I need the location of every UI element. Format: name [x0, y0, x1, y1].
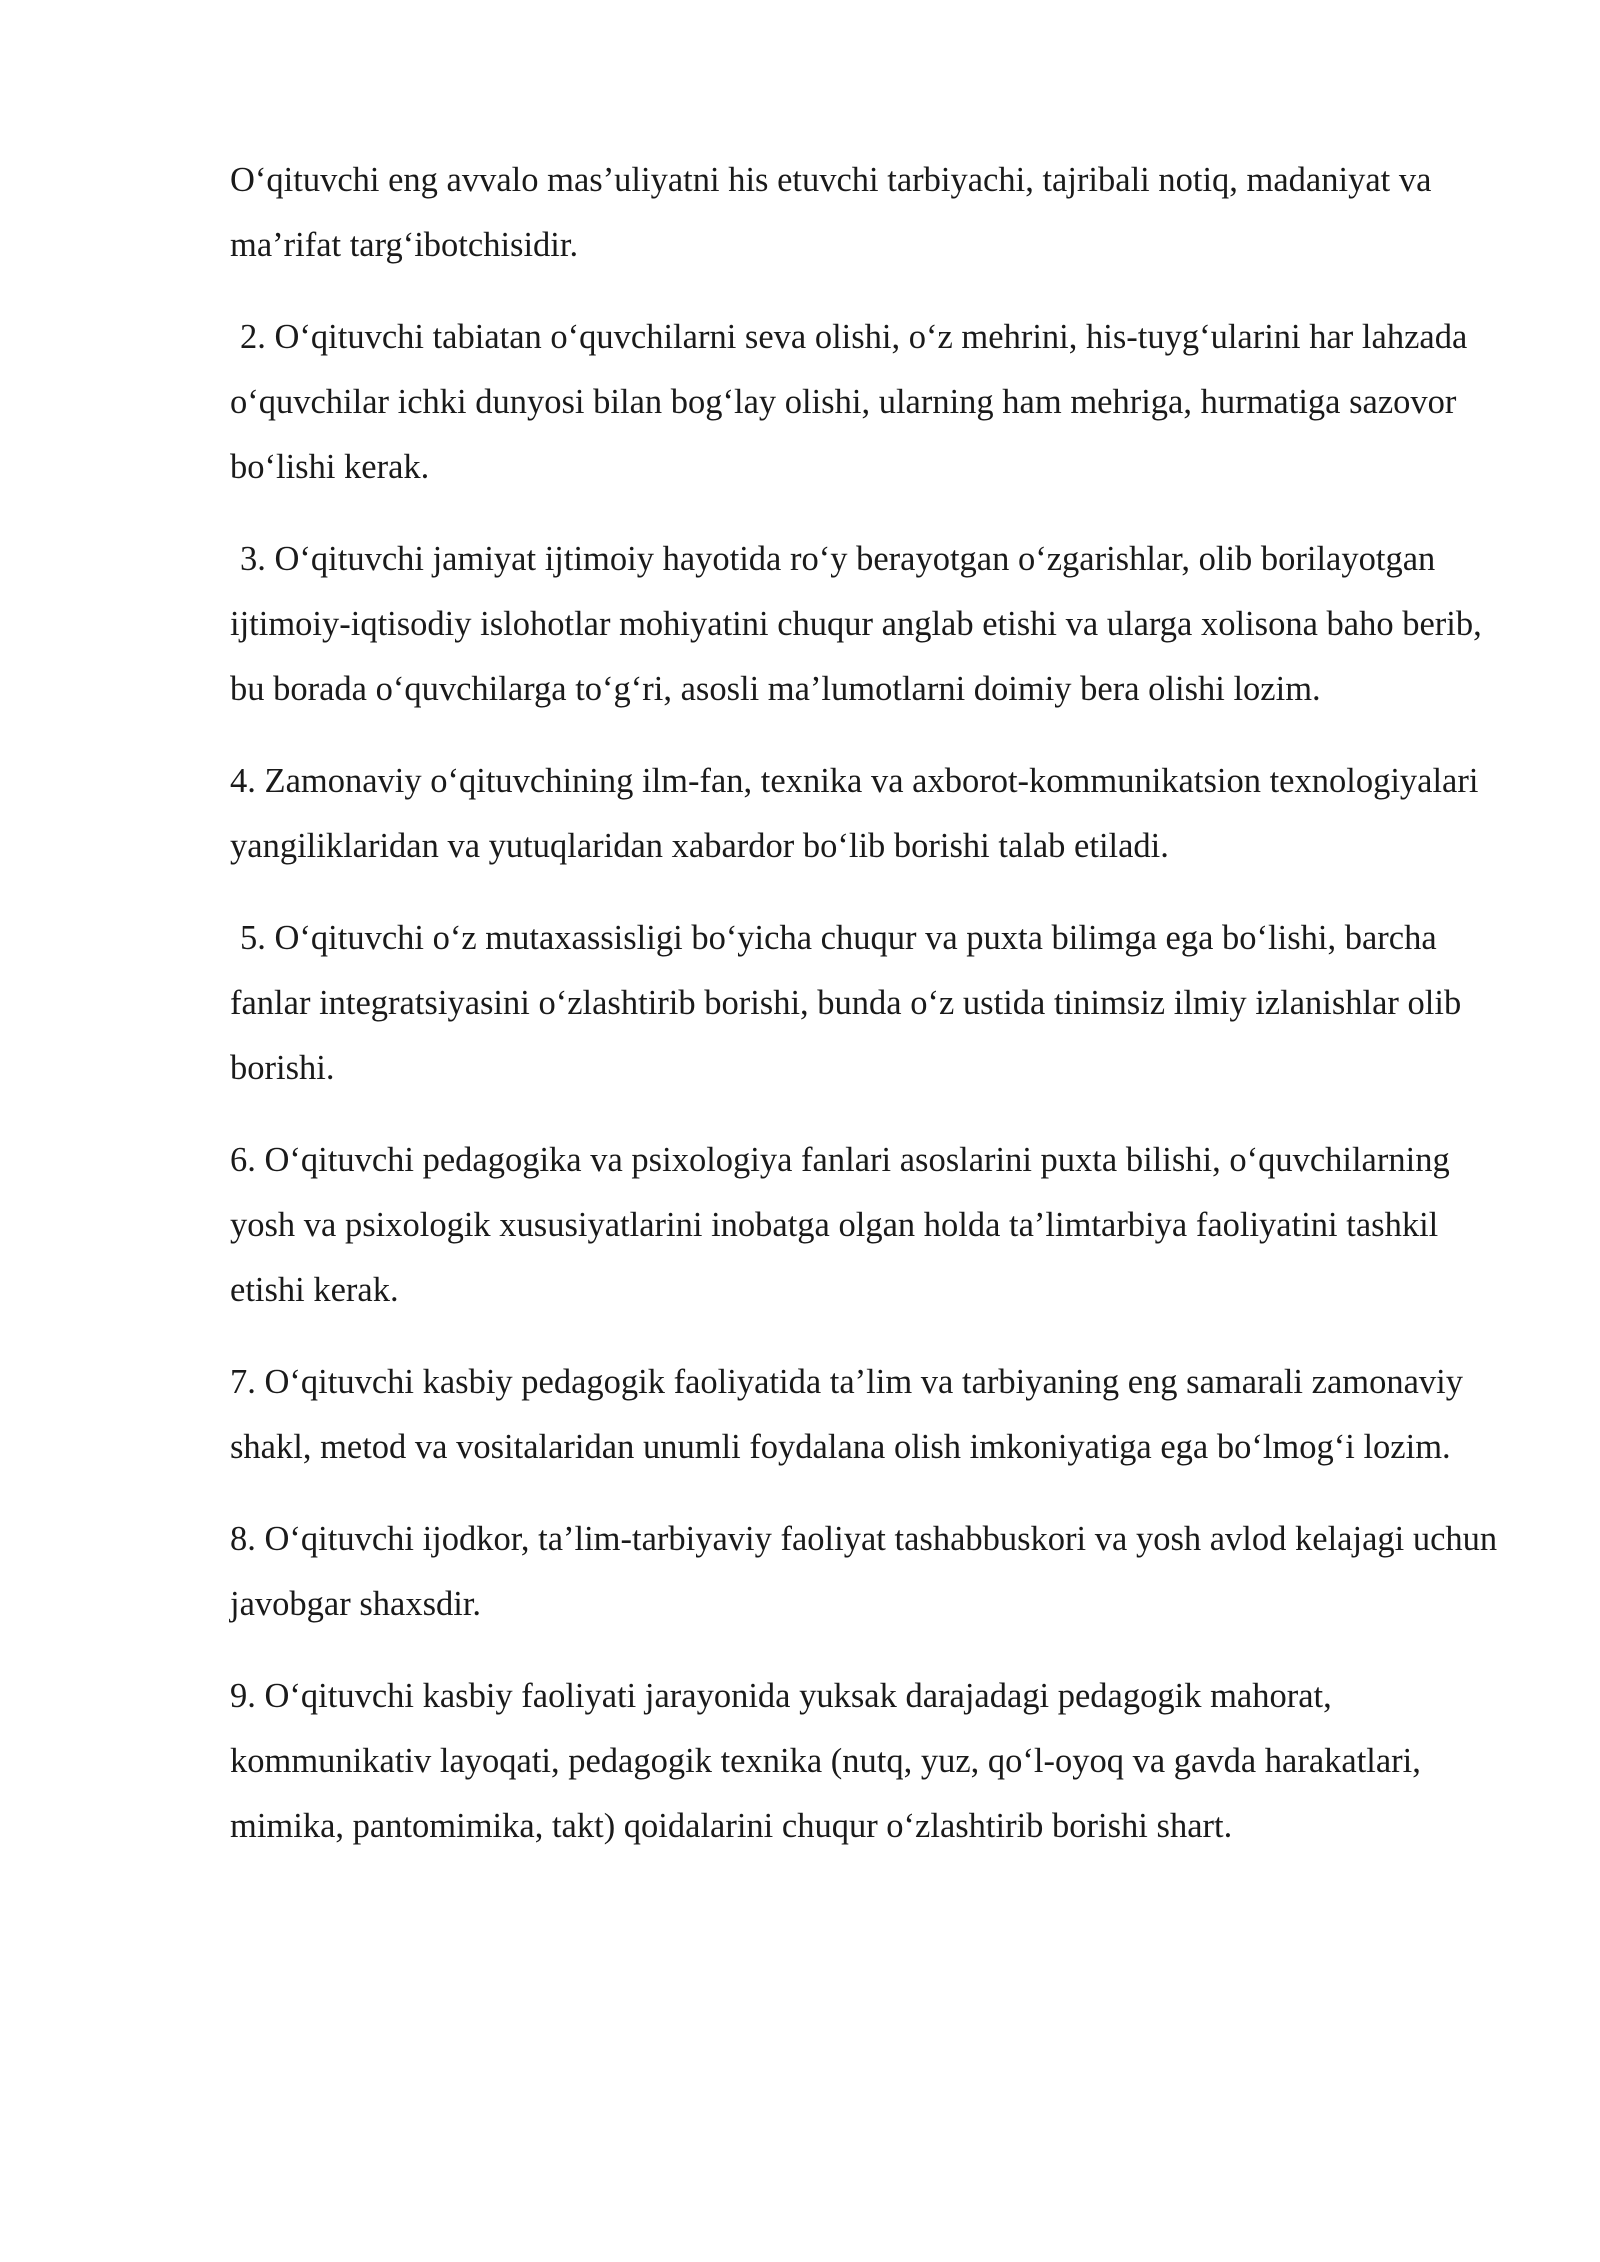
- paragraph-item-4: 4. Zamonaviy o‘qituvchining ilm-fan, texnika va axborot-kommunikatsion texnologiyalari yangiliklaridan va yutuqlaridan xabardor bo‘lib borishi talab etiladi.: [230, 762, 1479, 865]
- paragraph-item-8: 8. O‘qituvchi ijodkor, ta’lim-tarbiyaviy faoliyat tashabbuskori va yosh avlod kelajagi uchun javobgar shaxsdir.: [230, 1520, 1498, 1623]
- paragraph-item-5: 5. O‘qituvchi o‘z mutaxassisligi bo‘yicha chuqur va puxta bilimga ega bo‘lishi, barcha fanlar integratsiyasini o‘zlashtirib borishi, bunda o‘z ustida tinimsiz ilmiy izlanishlar olib borishi.: [230, 919, 1462, 1087]
- paragraph-item-6: 6. O‘qituvchi pedagogika va psixologiya fanlari asoslarini puxta bilishi, o‘quvchilarning yosh va psixologik xususiyatlarini inobatga olgan holda ta’limtarbiya faoliyatini tashkil etishi kerak.: [230, 1141, 1450, 1309]
- paragraph-intro: O‘qituvchi eng avvalo mas’uliyatni his etuvchi tarbiyachi, tajribali notiq, madaniyat va ma’rifat targ‘ibotchisidir.: [230, 161, 1432, 264]
- paragraph-item-9: 9. O‘qituvchi kasbiy faoliyati jarayonida yuksak darajadagi pedagogik mahorat, kommunikativ layoqati, pedagogik texnika (nutq, yuz, qo‘l-oyoq va gavda harakatlari, mimika, pantomimika, takt) qoidalarini chuqur o‘zlashtirib borishi shart.: [230, 1677, 1421, 1845]
- document-page: [230, 148, 1520, 1886]
- paragraph-item-7: 7. O‘qituvchi kasbiy pedagogik faoliyatida ta’lim va tarbiyaning eng samarali zamonaviy shakl, metod va vositalaridan unumli foydalana olish imkoniyatiga ega bo‘lmog‘i lozim.: [230, 1363, 1464, 1466]
- paragraph-item-2: 2. O‘qituvchi tabiatan o‘quvchilarni seva olishi, o‘z mehrini, his-tuyg‘ularini har lahzada o‘quvchilar ichki dunyosi bilan bog‘lay olishi, ularning ham mehriga, hurmatiga sazovor bo‘lishi kerak.: [230, 318, 1468, 486]
- paragraph-item-3: 3. O‘qituvchi jamiyat ijtimoiy hayotida ro‘y berayotgan o‘zgarishlar, olib borilayotgan ijtimoiy-iqtisodiy islohotlar mohiyatini chuqur anglab etishi va ularga xolisona baho berib, bu borada o‘quvchilarga to‘g‘ri, asosli ma’lumotlarni doimiy bera olishi lozim.: [230, 540, 1482, 708]
